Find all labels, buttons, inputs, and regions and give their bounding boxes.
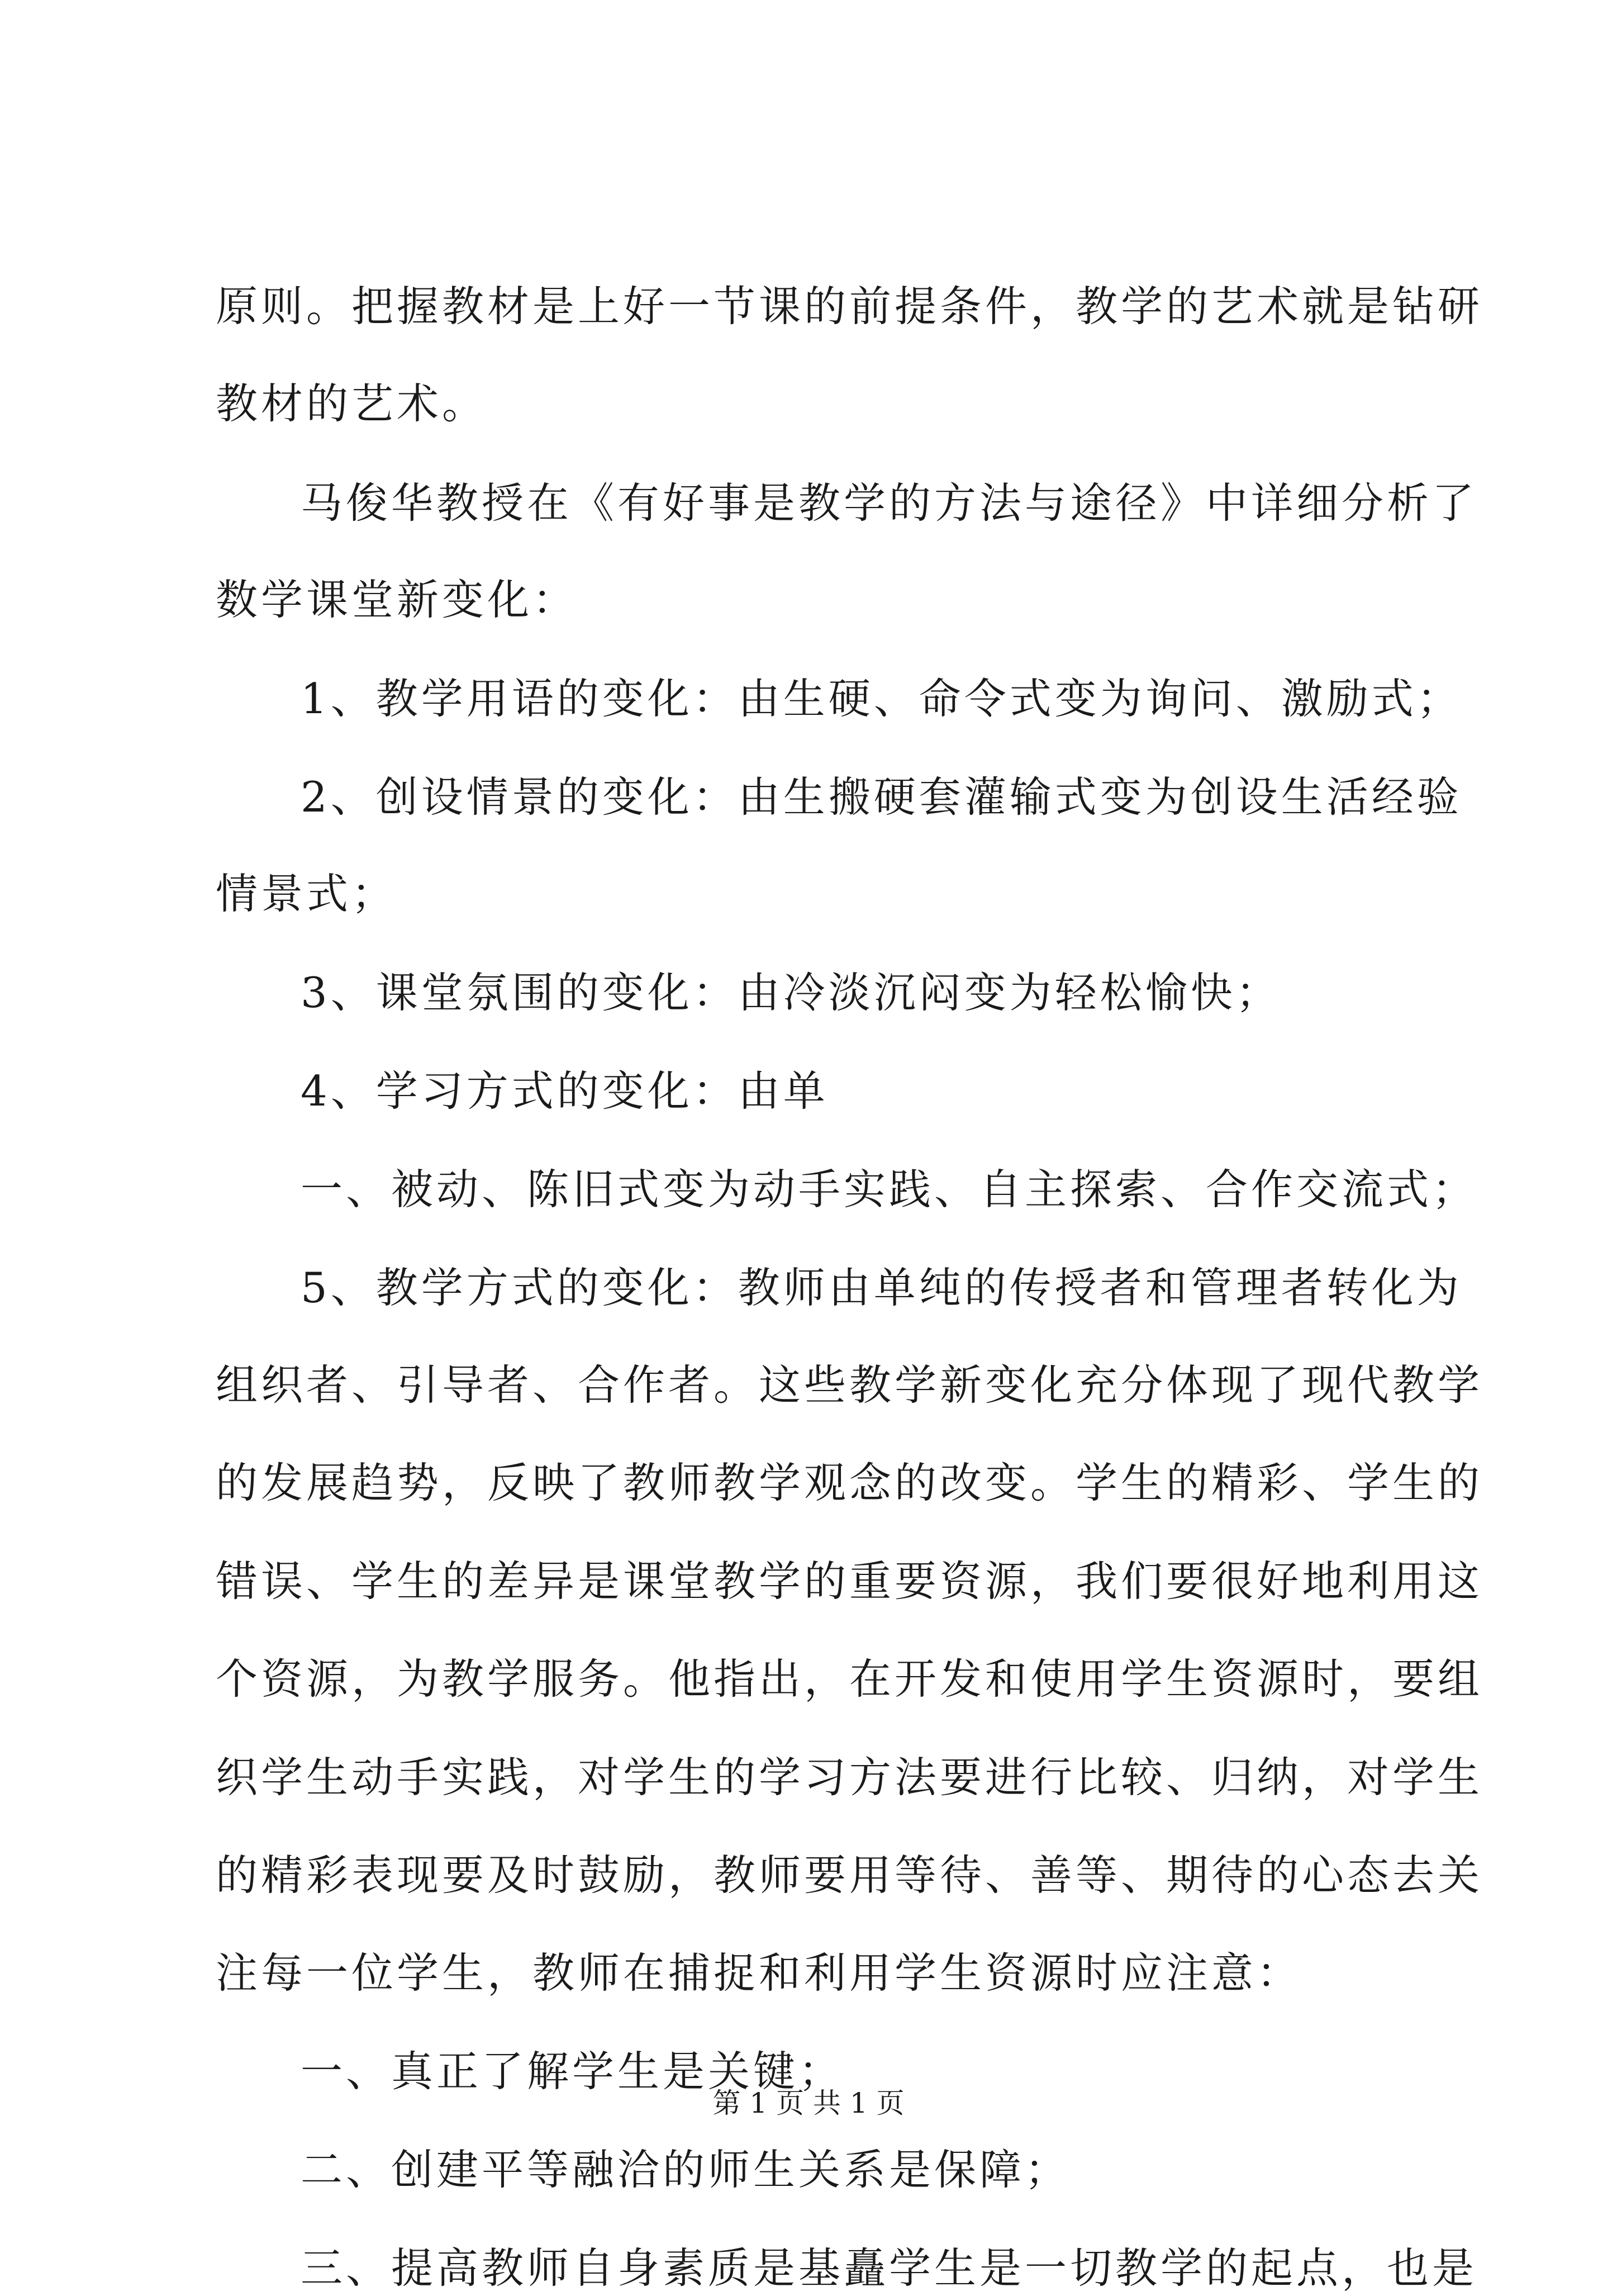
text-line: 5、教学方式的变化：教师由单纯的传授者和管理者转化为 xyxy=(301,1263,1462,1312)
text-line: 2、创设情景的变化：由生搬硬套灌输式变为创设生活经验 xyxy=(301,772,1462,822)
text-line: 一、被动、陈旧式变为动手实践、自主探索、合作交流式； xyxy=(301,1165,1478,1214)
text-line: 原则。把握教材是上好一节课的前提条件，教学的艺术就是钻研 xyxy=(216,282,1483,331)
text-line: 4、学习方式的变化：由单 xyxy=(301,1066,829,1116)
text-line: 一、真正了解学生是关键； xyxy=(301,2047,844,2096)
text-line: 数学课堂新变化： xyxy=(216,575,578,624)
text-line: 三、提高教师自身素质是基矗学生是一切教学的起点，也是 xyxy=(301,2243,1478,2293)
text-line: 的发展趋势，反映了教师教学观念的改变。学生的精彩、学生的 xyxy=(216,1458,1483,1507)
text-line: 组织者、引导者、合作者。这些教学新变化充分体现了现代教学 xyxy=(216,1360,1483,1410)
text-line: 马俊华教授在《有好事是教学的方法与途径》中详细分析了 xyxy=(301,478,1478,528)
text-line: 二、创建平等融洽的师生关系是保障； xyxy=(301,2145,1071,2194)
text-line: 的精彩表现要及时鼓励，教师要用等待、善等、期待的心态去关 xyxy=(216,1851,1483,1900)
text-line: 错误、学生的差异是课堂教学的重要资源，我们要很好地利用这 xyxy=(216,1557,1483,1606)
text-line: 情景式； xyxy=(216,869,397,918)
text-line: 个资源，为教学服务。他指出，在开发和使用学生资源时，要组 xyxy=(216,1654,1483,1704)
text-line: 教材的艺术。 xyxy=(216,379,488,428)
text-line: 注每一位学生，教师在捕捉和利用学生资源时应注意： xyxy=(216,1948,1302,1998)
page-number: 第 1 页 共 1 页 xyxy=(712,2087,905,2119)
text-line: 织学生动手实践，对学生的学习方法要进行比较、归纳，对学生 xyxy=(216,1753,1483,1802)
text-line: 3、课堂氛围的变化：由冷淡沉闷变为轻松愉快； xyxy=(301,968,1281,1017)
text-line: 1、教学用语的变化：由生硬、命令式变为询问、激励式； xyxy=(301,674,1462,723)
